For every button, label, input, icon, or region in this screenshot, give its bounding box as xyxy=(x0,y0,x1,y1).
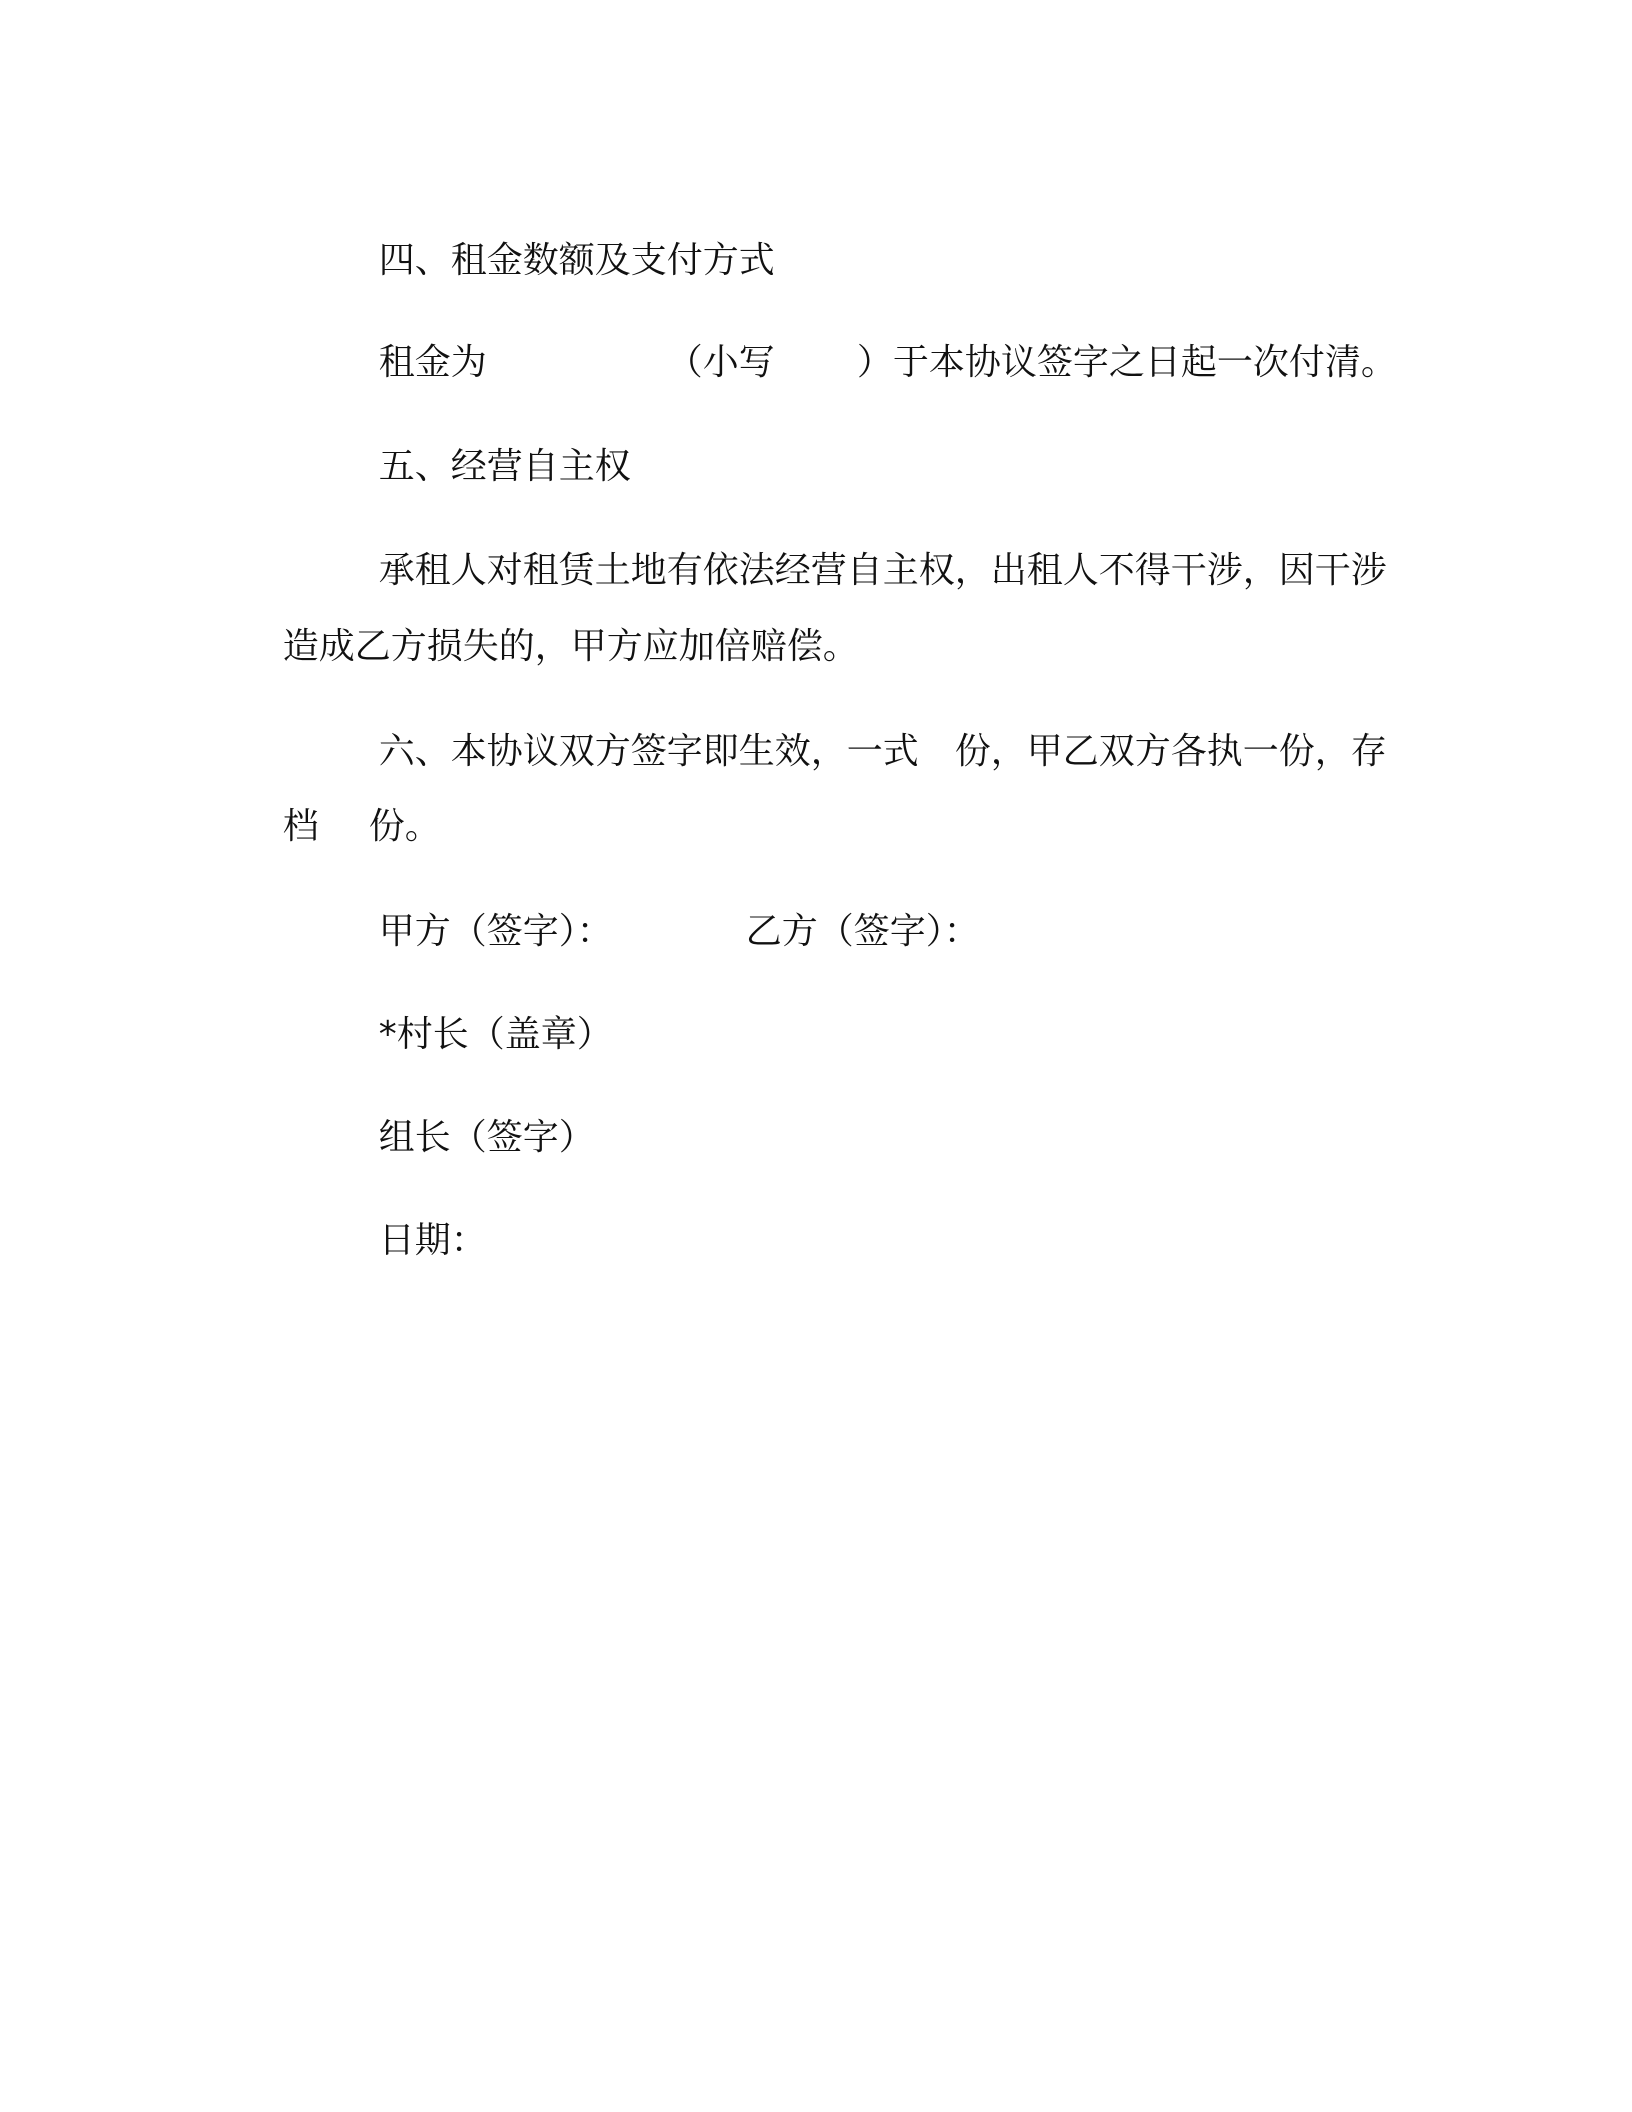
section6-line2-part2: 份。 xyxy=(368,806,441,847)
section6-line2-part1: 档 xyxy=(282,806,319,847)
village-head-seal-label: *村长（盖章） xyxy=(378,1014,613,1055)
rent-suffix: ）于本协议签字之日起一次付清。 xyxy=(856,342,1397,383)
section6-line1-part1: 六、本协议双方签字即生效，一式 xyxy=(378,731,919,772)
rent-prefix: 租金为 xyxy=(378,342,487,383)
section6-line1-part2: 份，甲乙双方各执一份，存 xyxy=(954,731,1387,772)
section5-body-line1-text: 承租人对租赁土地有依法经营自主权，出租人不得干涉，因干涉 xyxy=(378,550,1387,591)
section5-body-line2-text: 造成乙方损失的，甲方应加倍赔偿。 xyxy=(282,626,859,667)
section5-heading-text: 五、经营自主权 xyxy=(378,446,631,487)
section4-heading-text: 四、租金数额及支付方式 xyxy=(378,240,775,281)
party-a-signature-label: 甲方（签字）： xyxy=(378,911,613,952)
party-b-signature xyxy=(700,866,980,998)
section6-line1 xyxy=(333,686,1387,818)
date-line xyxy=(333,1175,487,1307)
party-b-signature-label: 乙方（签字）： xyxy=(745,911,980,952)
rent-small-label: （小写 xyxy=(666,342,775,383)
group-leader-signature-label: 组长（签字） xyxy=(378,1117,595,1158)
date-label: 日期： xyxy=(378,1220,487,1261)
